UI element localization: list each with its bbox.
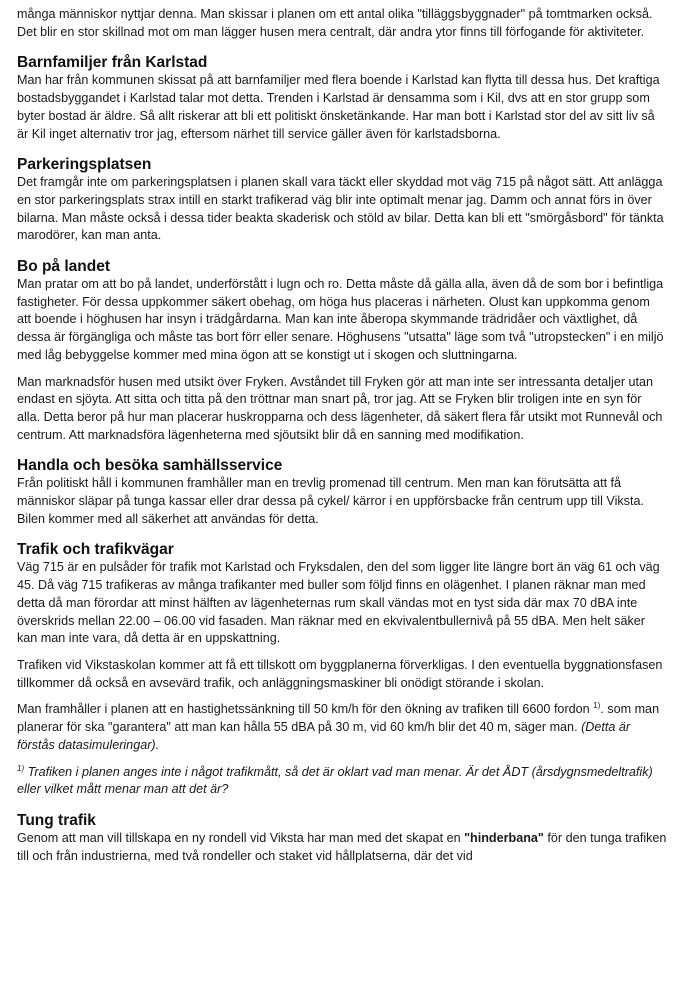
paragraph-tung-bold: "hinderbana" bbox=[464, 830, 544, 845]
footnote-text: Trafiken i planen anges inte i något trafikmått, så det är oklart vad man menar. Är det ÅDT (årsdygnsmedeltrafik) eller vilket mått menar man att det är? bbox=[17, 764, 653, 797]
paragraph-tung-trafik bbox=[17, 830, 667, 865]
paragraph-landet-2: Man marknadsför husen med utsikt över Fryken. Avståndet till Fryken gör att man inte ser intressanta detaljer utan endast en sjöyta. Att sitta och titta på den tröttnar man snart på, tror jag. Att se Fryken blir troligen inte en syn för alla. Detta beror på hur man placerar huskropparna och dess lägenheter, då säkert flera får utsikt mot Runnevål och centrum. Att marknadsföra lägenheterna med sjöutsikt blir då en sanning med modifikation. bbox=[17, 374, 663, 442]
paragraph-trafik-1: Väg 715 är en pulsåder för trafik mot Karlstad och Fryksdalen, den del som ligger lite längre bort än väg 61 och väg 45. Då väg 715 trafikeras av många trafikanter med buller som följd finns en olägenhet. I planen räknar man med detta då man förordar att minst hälften av lägenheternas rum skall vändas mot en tyst sida där max 70 dBA inte överskrids mellan 22.00 – 06.00 vid fasaden. Man räknar med en ekvivalentbullernivå på 55 dBA. Men helt säker kan man inte vara, då detta är en uppskattning. bbox=[17, 560, 660, 646]
footnote bbox=[17, 764, 667, 799]
paragraph-trafik-3-italic: (Detta är förstås datasimuleringar). bbox=[17, 720, 631, 752]
paragraph-tung-part-a: Genom att man vill tillskapa en ny rondell vid Viksta har man med det skapat en bbox=[17, 830, 461, 845]
paragraph-trafik-3-part-a: Man framhåller i planen att en hastighetssänkning till 50 km/h för den ökning av trafiken till 6600 fordon bbox=[17, 702, 590, 717]
paragraph-trafik-3 bbox=[17, 701, 667, 754]
paragraph-landet-1: Man pratar om att bo på landet, underförstått i lugn och ro. Detta måste då gälla alla, även då de som bor i befintliga fastigheter. För dessa uppkommer säkert obehag, om höga hus placeras i närheten. Olust kan uppkomma genom att boende i höghusen har insyn i trädgårdarna. Man kan inte åberopa skymmande trädridåer och växtlighet, då dessa är förgängliga och måste tas bort förr eller senare. Höghusens "utsatta" läge som två "utropstecken" i en miljö med låg bebyggelse kommer med mina ögon att se konstigt ut i skogen och sluttningarna. bbox=[17, 277, 664, 362]
footnote-marker: 1) bbox=[17, 763, 25, 773]
paragraph-tung-part-b: för den tunga trafiken till och från industrierna, med två rondeller och staket vid hållplatserna, där det vid bbox=[17, 830, 667, 863]
paragraph-trafik-2: Trafiken vid Vikstaskolan kommer att få ett tillskott om byggplanerna förverkligas. I den eventuella byggnationsfasen tillkommer då också en avsevärd trafik, och anläggningsmaskiner bli onödigt störande i skolan. bbox=[17, 657, 663, 690]
heading-bo-pa-landet: Bo på landet bbox=[17, 258, 111, 276]
heading-trafik: Trafik och trafikvägar bbox=[17, 541, 174, 559]
heading-parkering: Parkeringsplatsen bbox=[17, 156, 152, 174]
heading-barnfamiljer: Barnfamiljer från Karlstad bbox=[17, 54, 208, 72]
intro-paragraph: många människor nyttjar denna. Man skissar i planen om ett antal olika "tilläggsbyggnader" på tomtmarken också. Det blir en stor skillnad mot om man lägger husen mera centralt, där andra ytor finns till förfogande för aktiviteter. bbox=[17, 7, 653, 39]
paragraph-handla: Från politiskt håll i kommunen framhåller man en trevlig promenad till centrum. Men man kan förutsätta att få människor släpar på tunga kassar eller drar dessa på cykel/ kärror i en uppförsbacke från centrum upp till Viksta. Bilen kommer med all säkerhet att användas för detta. bbox=[17, 476, 644, 526]
footnote-ref: 1) bbox=[593, 701, 601, 711]
heading-handla: Handla och besöka samhällsservice bbox=[17, 457, 283, 475]
paragraph-parkering: Det framgår inte om parkeringsplatsen i planen skall vara täckt eller skyddad mot väg 715 på något sätt. Att anlägga en stor parkeringsplats strax intill en starkt trafikerad väg blir inte optimalt menar jag. Damm och annat förs in över bilarna. Man måste också i dessa tider beakta skaderisk och stöld av bilar. Detta kan bli ett "smörgåsbord" för tänkta marodörer, kan man anta. bbox=[17, 175, 664, 243]
heading-tung-trafik: Tung trafik bbox=[17, 811, 96, 829]
paragraph-barnfamiljer: Man har från kommunen skissat på att barnfamiljer med flera boende i Karlstad kan flytta till dessa hus. Det kraftiga bostadsbyggandet i Karlstad talar mot detta. Trenden i Karlstad är densamma som i Kil, dvs att en stor grupp som byter bostad är äldre. Så allt riskerar att bli ett politiskt önsketänkande. Har man bott i Karlstad stor del av sitt liv så är Kil inget alternativ tror jag, eftersom närhet till service gäller även för karlstadsborna. bbox=[17, 73, 660, 141]
paragraph-trafik-3-part-b: . som man planerar för ska "garantera" att man kan hålla 55 dBA på 30 m, vid 60 km/h blir det 40 m, säger man. bbox=[17, 702, 660, 735]
